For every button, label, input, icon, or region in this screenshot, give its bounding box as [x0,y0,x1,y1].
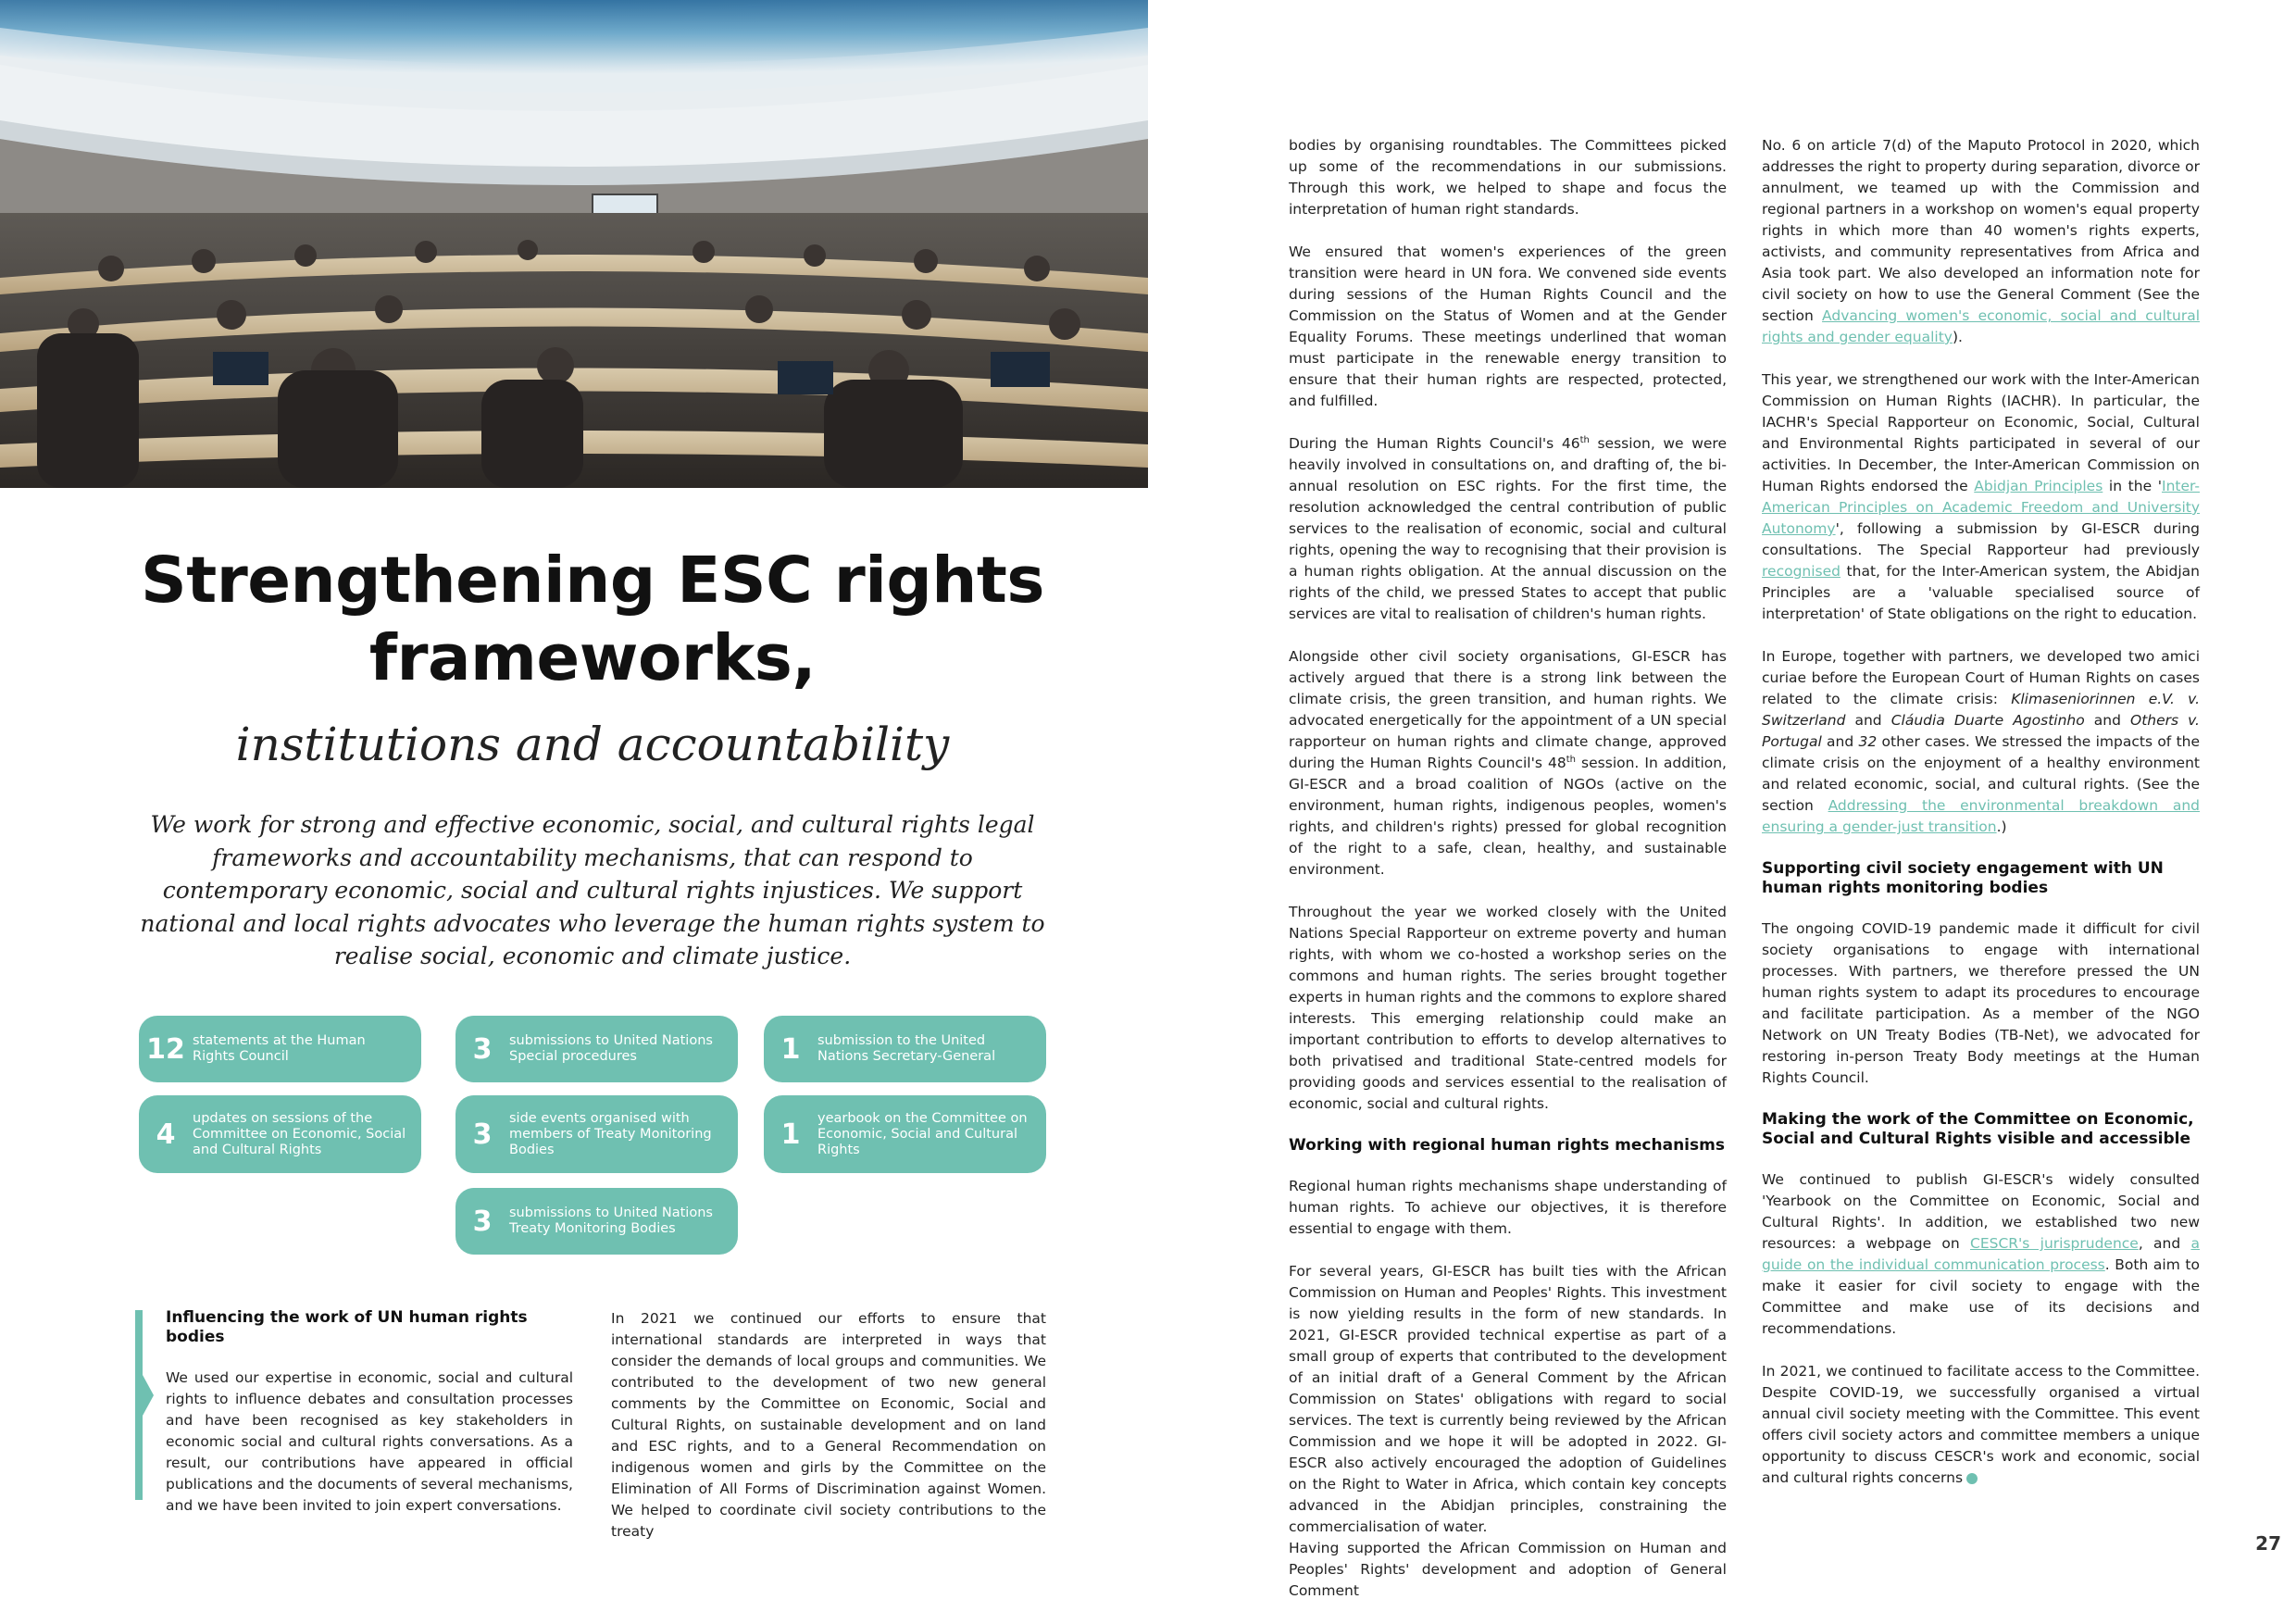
un-assembly-hall-photo [0,0,1148,488]
stat-label: submission to the United Nations Secretary-General [817,1033,996,1064]
intro-paragraph: We work for strong and effective economic, social, and cultural rights legal frameworks and accountability mechanisms, that can respond to contemporary economic, social and cultural rights injustices. We support national and local rights advocates who leverage the human rights system to realise social, economic and climate justice. [140,811,1045,969]
stat-label: submissions to United Nations Treaty Monitoring Bodies [509,1206,713,1236]
sidebar-paragraph: We used our expertise in economic, social and cultural rights to influence debates and consultation processes and have been recognised as key stakeholders in economic social and cultural rights conversations. As a result, our contributions have appeared in official publications and the documents of several mechanisms, and we have been invited to join expert conversations. [166,1369,573,1514]
stat-card [139,1016,421,1082]
stat-label: submissions to United Nations Special procedures [509,1033,713,1064]
stat-card [455,1188,738,1255]
section-heading: Working with regional human rights mechanisms [1289,1136,1725,1155]
title-line-1: Strengthening ESC rights [141,543,1044,618]
stat-number: 1 [780,1032,801,1066]
page-title [56,542,1129,697]
sidebar-column [166,1308,573,1517]
abidjan-principles-link[interactable]: Abidjan Principles [1974,478,2103,494]
stat-label: updates on sessions of the Committee on Economic, Social and Cultural Rights [193,1110,406,1157]
stat-number: 3 [472,1032,493,1066]
left-body-column [611,1308,1046,1543]
right-column-1 [1289,135,1727,1602]
sidebar-accent-bar [135,1310,143,1500]
body-paragraph: Alongside other civil society organisations, GI-ESCR has actively argued that there is a strong link between the climate crisis, the green transition, and human rights. We advocated energetically for the appointment of a UN special rapporteur on human rights and climate change, approved during the Human Rights Council's 48th session. In addition, GI-ESCR and a broad coalition of NGOs (active on the environment, human rights, indigenous peoples, women's rights, and children's rights) pressed for global recognition of the right to a safe, clean, healthy, and sustainable environment. [1289,648,1727,878]
body-paragraph: We continued to publish GI-ESCR's widely consulted 'Yearbook on the Committee on Economic, Social and Cultural Rights'. In addition, we established two new resources: a webpage on CESCR's jurisprudence, and a guide on the individual communication process. Both aim to make it easier for civil society to engage with the Committee and make use of its decisions and recommendations. [1762,1171,2200,1337]
recognised-link[interactable]: recognised [1762,563,1841,580]
body-paragraph: Throughout the year we worked closely with the United Nations Special Rapporteur on extreme poverty and human rights, with whom we co-hosted a workshop series on the commons and human rights. The series brought together experts in human rights and the commons to explore shared interests. This emerging relationship could make an important contribution to efforts to develop alternatives to both privatised and traditional State-centred models for providing goods and services essential to the realisation of economic, social and cultural rights. [1289,904,1727,1112]
cescr-jurisprudence-link[interactable]: CESCR's jurisprudence [1970,1235,2139,1252]
stat-card [455,1016,738,1082]
stat-label: statements at the Human Rights Council [193,1033,366,1064]
body-paragraph: The ongoing COVID-19 pandemic made it difficult for civil society organisations to engage with international processes. With partners, we therefore pressed the UN human rights system to adapt its procedures to encourage and facilitate participation. As a member of the NGO Network on UN Treaty Bodies (TB-Net), we advocated for restoring in-person Treaty Body meetings at the Human Rights Council. [1762,920,2200,1086]
body-paragraph: In 2021, we continued to facilitate access to the Committee. Despite COVID-19, we successfully organised a virtual annual civil society meeting with the Committee. This event offers civil society actors and committee members a unique opportunity to discuss CESCR's work and economic, social and cultural rights concerns [1762,1363,2200,1486]
stat-card [764,1016,1046,1082]
stat-number: 1 [780,1118,801,1151]
end-dot-icon [1966,1473,1978,1484]
stat-number: 3 [472,1118,493,1151]
page-subtitle: institutions and accountability [235,718,950,771]
stat-number: 12 [146,1032,185,1066]
communication-guide-link[interactable]: a guide on the individual communication process [1762,1235,2200,1273]
section-heading: Making the work of the Committee on Economic, Social and Cultural Rights visible and accessible [1762,1110,2194,1148]
page-number: 27 [2255,1532,2281,1555]
stat-card [764,1095,1046,1173]
body-paragraph: In 2021 we continued our efforts to ensure that international standards are interpreted in ways that consider the demands of local groups and communities. We contributed to the development of two new general comments by the Committee on Economic, Social and Cultural Rights, on sustainable development and on land and ESC rights, and to a General Recommendation on indigenous women and girls by the Committee on the Elimination of All Forms of Discrimination against Women. We helped to coordinate civil society contributions to the treaty [611,1310,1046,1540]
body-paragraph: During the Human Rights Council's 46th session, we were heavily involved in consultations on, and drafting of, the bi-annual resolution on ESC rights. For the first time, the resolution acknowledged the central contribution of public services to the realisation of economic, social and cultural rights, opening the way to recognising that their provision is a human rights obligation. At the annual discussion on the rights of the child, we pressed States to accept that public services are vital to realisation of children's human rights. [1289,434,1727,622]
body-paragraph: In Europe, together with partners, we developed two amici curiae before the European Court of Human Rights on cases related to the climate crisis: Klimaseniorinnen e.V. v. Switzerland and Cláudia Duarte Agostinho and Others v. Portugal and 32 other cases. We stressed the impacts of the climate crisis on the enjoyment of a healthy environment and related economic, social, and cultural rights. (See the section Addressing the environmental breakdown and ensuring a gender-just transition.) [1762,648,2201,835]
body-paragraph: Having supported the African Commission on Human and Peoples' Rights' development and adoption of General Comment [1289,1540,1727,1599]
sidebar-heading: Influencing the work of UN human rights bodies [166,1308,528,1346]
section-link[interactable]: Addressing the environmental breakdown and ensuring a gender-just transition [1762,797,2200,835]
sidebar-arrow-icon [143,1375,154,1416]
right-column-2 [1762,135,2200,1489]
stat-card [455,1095,738,1173]
body-paragraph: Regional human rights mechanisms shape understanding of human rights. To achieve our objectives, it is therefore essential to engage with them. [1289,1178,1727,1237]
body-paragraph: This year, we strengthened our work with the Inter-American Commission on Human Rights (IACHR). In particular, the IACHR's Special Rapporteur on Economic, Social, Cultural and Environmental Rights participated in several of our activities. In December, the Inter-American Commission on Human Rights endorsed the Abidjan Principles in the 'Inter-American Principles on Academic Freedom and University Autonomy', following a submission by GI-ESCR during consultations. The Special Rapporteur had previously recognised that, for the Inter-American system, the Abidjan Principles are a 'valuable specialised source of interpretation' of State obligations on the right to education. [1762,371,2200,622]
stat-label: side events organised with members of Treaty Monitoring Bodies [509,1110,712,1157]
body-paragraph: For several years, GI-ESCR has built ties with the African Commission on Human and Peoples' Rights. This investment is now yielding results in the form of new standards. In 2021, GI-ESCR provided technical expertise as part of a small group of experts that contributed to the development of an initial draft of a General Comment by the African Commission on States' obligations with regard to social services. The text is currently being reviewed by the African Commission and we hope it will be adopted in 2022. GI-ESCR also actively encouraged the adoption of Guidelines on the Right to Water in Africa, which contain key concepts advanced in the Abidjan principles, constraining the commercialisation of water. [1289,1263,1727,1535]
section-link[interactable]: Advancing women's economic, social and cultural rights and gender equality [1762,307,2200,345]
inter-american-principles-link[interactable]: Inter-American Principles on Academic Freedom and University Autonomy [1762,478,2200,537]
stat-label: yearbook on the Committee on Economic, Social and Cultural Rights [817,1110,1028,1157]
right-page [1148,0,2296,1624]
section-heading: Supporting civil society engagement with UN human rights monitoring bodies [1762,859,2164,897]
title-line-2: frameworks, [368,621,817,695]
body-paragraph: bodies by organising roundtables. The Committees picked up some of the recommendations in our submissions. Through this work, we helped to shape and focus the interpretation of human right standards. [1289,137,1727,218]
stat-number: 4 [156,1118,176,1151]
body-paragraph: We ensured that women's experiences of the green transition were heard in UN fora. We convened side events during sessions of the Human Rights Council and the Commission on the Status of Women and at the Gender Equality Forums. These meetings underlined that woman must participate in the renewable energy transition to ensure that their human rights are respected, protected, and fulfilled. [1289,244,1727,409]
stat-card [139,1095,421,1173]
stat-number: 3 [472,1205,493,1238]
body-paragraph: No. 6 on article 7(d) of the Maputo Protocol in 2020, which addresses the right to property during separation, divorce or annulment, we teamed up with the Commission and regional partners in a workshop on women's equal property rights in which more than 40 women's rights experts, activists, and community representatives from Africa and Asia took part. We also developed an information note for civil society on how to use the General Comment (See the section Advancing women's economic, social and cultural rights and gender equality). [1762,137,2200,345]
